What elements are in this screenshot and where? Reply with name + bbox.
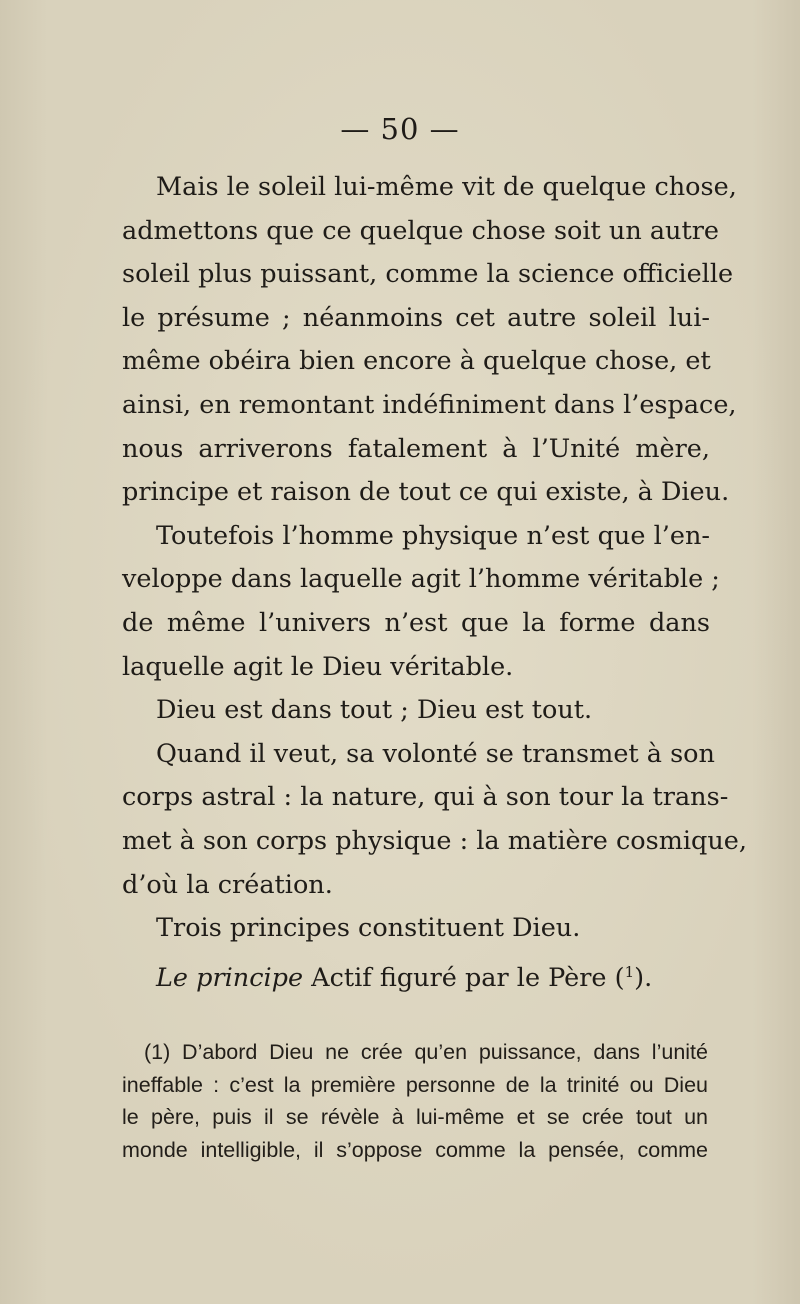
text-line: même obéira bien encore à quelque chose, et <box>122 346 711 377</box>
text-line <box>122 951 710 995</box>
page-number: — 50 — <box>340 112 460 146</box>
text-line: le présume ; néanmoins cet autre soleil lui- <box>122 302 710 333</box>
footnote <box>122 1036 708 1166</box>
footnote-line: ineffable : c’est la première personne de la trinité ou Dieu <box>122 1072 708 1097</box>
text-line: Trois principes constituent Dieu. <box>156 913 581 944</box>
text-fragment: ). <box>634 962 653 993</box>
italic-phrase: Le principe <box>156 962 304 993</box>
text-line: veloppe dans laquelle agit l’homme véritable ; <box>122 564 720 595</box>
footnote-reference: 1 <box>624 962 635 981</box>
text-line: Toutefois l’homme physique n’est que l’en- <box>156 520 710 551</box>
body-text <box>122 166 747 994</box>
footnote-line: le père, puis il se révèle à lui-même et se crée tout un <box>122 1105 708 1129</box>
text-line: d’où la création. <box>122 869 333 900</box>
text-line: Quand il veut, sa volonté se transmet à son <box>156 738 715 769</box>
footnote-line: (1) D’abord Dieu ne crée qu’en puissance, dans l’unité <box>144 1040 708 1064</box>
text-line: corps astral : la nature, qui à son tour la trans- <box>122 782 729 813</box>
text-line: Mais le soleil lui-même vit de quelque chose, <box>156 172 737 202</box>
text-line: principe et raison de tout ce qui existe, à Dieu. <box>122 477 730 508</box>
text-line: ainsi, en remontant indéfiniment dans l’espace, <box>122 389 737 420</box>
text-line: de même l’univers n’est que la forme dans <box>122 607 710 638</box>
text-line: Dieu est dans tout ; Dieu est tout. <box>156 695 593 726</box>
text-fragment: Actif figuré par le Père ( <box>303 962 625 993</box>
footnote-line: monde intelligible, il s’oppose comme la pensée, comme <box>122 1137 708 1162</box>
text-line: admettons que ce quelque chose soit un autre <box>122 215 720 246</box>
text-line: soleil plus puissant, comme la science officielle <box>122 259 734 290</box>
text-line: laquelle agit le Dieu véritable. <box>122 651 514 682</box>
text-line: nous arriverons fatalement à l’Unité mère, <box>122 433 710 464</box>
text-line: met à son corps physique : la matière cosmique, <box>122 825 747 856</box>
